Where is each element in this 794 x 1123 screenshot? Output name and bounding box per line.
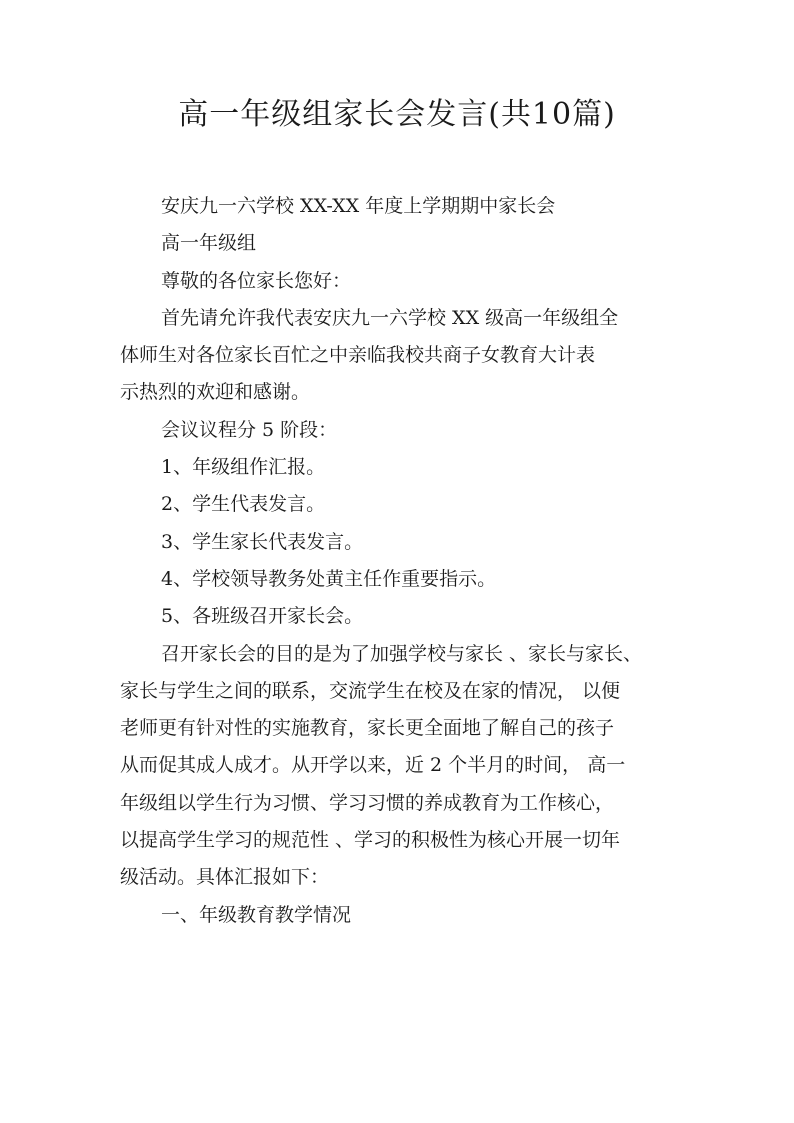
text-line-9: 2、学生代表发言。 bbox=[161, 493, 326, 516]
text-line-3: 尊敬的各位家长您好： bbox=[161, 269, 352, 292]
text-line-5: 体师生对各位家长百忙之中亲临我校共商子女教育大计表 bbox=[120, 344, 596, 367]
page-title: 高一年级组家长会发言(共10篇) bbox=[178, 97, 616, 132]
text-line-15: 老师更有针对性的实施教育，家长更全面地了解自己的孩子 bbox=[120, 717, 615, 740]
text-line-2: 高一年级组 bbox=[161, 232, 257, 255]
text-line-6: 示热烈的欢迎和感谢。 bbox=[120, 381, 311, 404]
text-line-20: 一、年级教育教学情况 bbox=[161, 903, 352, 926]
text-line-7: 会议议程分 5 阶段： bbox=[161, 418, 338, 441]
text-line-11: 4、学校领导教务处黄主任作重要指示。 bbox=[161, 567, 497, 590]
text-line-1: 安庆九一六学校 XX-XX 年度上学期期中家长会 bbox=[161, 195, 556, 217]
text-line-18: 以提高学生学习的规范性 、学习的积极性为核心开展一切年 bbox=[120, 829, 621, 852]
text-line-14: 家长与学生之间的联系，交流学生在校及在家的情况， 以便 bbox=[120, 679, 621, 702]
document-body bbox=[120, 195, 676, 941]
text-line-12: 5、各班级召开家长会。 bbox=[161, 605, 364, 628]
text-line-13: 召开家长会的目的是为了加强学校与家长 、家长与家长、 bbox=[161, 642, 643, 665]
text-line-16: 从而促其成人成才。从开学以来，近 2 个半月的时间， 高一 bbox=[120, 754, 626, 777]
text-line-10: 3、学生家长代表发言。 bbox=[161, 530, 364, 553]
text-line-17: 年级组以学生行为习惯、学习习惯的养成教育为工作核心， bbox=[120, 791, 615, 814]
text-line-19: 级活动。具体汇报如下： bbox=[120, 866, 330, 889]
text-line-4: 首先请允许我代表安庆九一六学校 XX 级高一年级组全 bbox=[161, 306, 619, 329]
text-line-8: 1、年级组作汇报。 bbox=[161, 456, 326, 479]
